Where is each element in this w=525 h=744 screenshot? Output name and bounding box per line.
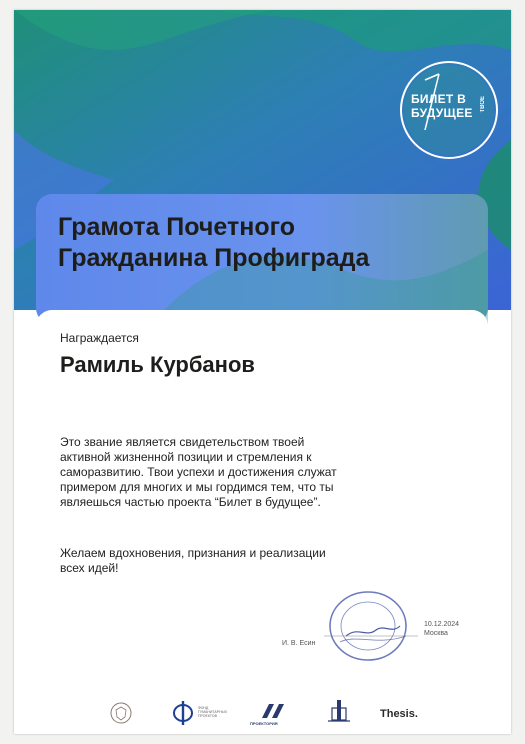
proektoria-label: ПРОЕКТОРИЯ — [250, 721, 278, 726]
certificate-title — [58, 212, 478, 274]
fond-line: ФОНД — [198, 706, 209, 710]
university-logo-icon — [326, 698, 352, 724]
title-line-2: Гражданина Профиграда — [58, 244, 370, 272]
title-line-1: Грамота Почетного — [58, 213, 295, 241]
issue-city: Москва — [424, 630, 448, 637]
body-line: Это звание является свидетельством твоей — [60, 435, 305, 449]
awarded-label: Награждается — [60, 331, 139, 345]
body-line: саморазвитию. Твои успехи и достижения служат — [60, 465, 337, 479]
logo-line-2: БУДУЩЕЕ — [411, 106, 473, 120]
fond-caption — [198, 706, 227, 718]
body-line: активной жизненной позиции и стремления к — [60, 450, 312, 464]
wish-text — [60, 546, 400, 576]
wish-line: всех идей! — [60, 561, 119, 575]
wish-line: Желаем вдохновения, признания и реализации — [60, 546, 326, 560]
body-line: являешься частью проекта “Билет в будущее”. — [60, 495, 321, 509]
fond-line: ПРОЕКТОВ — [198, 714, 217, 718]
seal-stamp — [318, 586, 422, 666]
thesis-logo: Thesis. — [380, 708, 418, 720]
fond-logo-icon — [172, 700, 194, 726]
fond-line: ГУМАНИТАРНЫХ — [198, 710, 228, 714]
body-line: примером для многих и мы гордимся тем, что ты — [60, 480, 334, 494]
signer-name: И. В. Есин — [282, 640, 316, 647]
issue-date: 10.12.2024 — [424, 621, 460, 628]
recipient-name: Рамиль Курбанов — [60, 352, 255, 377]
proektoria-logo-icon — [260, 702, 290, 720]
logo-wordmark — [411, 92, 481, 120]
emblem-icon — [110, 702, 132, 724]
certificate-body — [60, 435, 415, 510]
logo-small-text: ТВОЕ — [480, 96, 486, 113]
logo-line-1: БИЛЕТ В — [411, 92, 467, 106]
certificate-sheet — [14, 10, 511, 734]
